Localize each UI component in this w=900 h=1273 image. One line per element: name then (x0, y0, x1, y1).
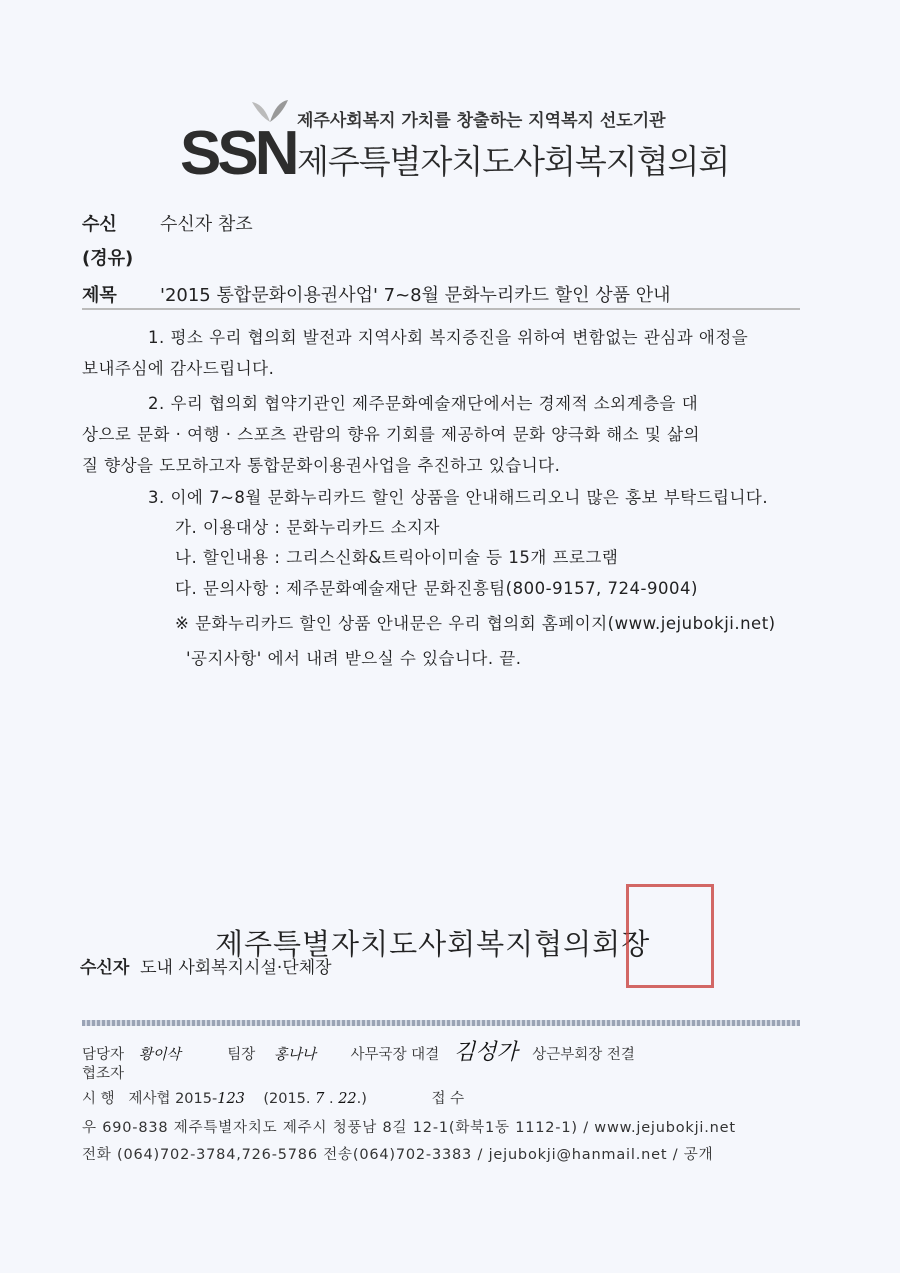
subject-row (82, 281, 671, 307)
ssn-logo: SSN (180, 119, 296, 188)
note: ※ 문화누리카드 할인 상품 안내문은 우리 협의회 홈페이지(www.jejubokji.net) (175, 614, 776, 633)
via-label: (경유) (82, 248, 134, 269)
receipt-label: 접 수 (431, 1091, 465, 1107)
item-target: 가. 이용대상 : 문화누리카드 소지자 (175, 518, 440, 537)
exec-date: (2015. (263, 1091, 311, 1107)
recipients-row (80, 953, 332, 978)
exec-date-end: .) (356, 1091, 367, 1107)
exec-day: 22 (338, 1091, 357, 1107)
staff-label: 담당자 (82, 1047, 125, 1063)
director-signature: 김성가 (453, 1040, 518, 1065)
recipients-value: 도내 사회복지시설·단체장 (140, 958, 332, 978)
paragraph-1-cont: 보내주심에 감사드립니다. (82, 359, 275, 378)
item-discount: 나. 할인내용 : 그리스신화&트릭아이미술 등 15개 프로그램 (175, 548, 619, 567)
exec-date-sep: . (328, 1091, 334, 1107)
recipient-label: 수신 (82, 214, 117, 235)
via-row (82, 244, 160, 270)
staff-signature: 황이삭 (138, 1047, 181, 1063)
approval-row (82, 1035, 635, 1066)
paragraph-2-cont: 질 향상을 도모하고자 통합문화이용권사업을 추진하고 있습니다. (82, 456, 561, 475)
paragraph-3: 3. 이에 7~8월 문화누리카드 할인 상품을 안내해드리오니 많은 홍보 부탁드립니다. (148, 488, 769, 507)
recipient-row (82, 210, 253, 236)
subject-value: '2015 통합문화이용권사업' 7~8월 문화누리카드 할인 상품 안내 (160, 285, 671, 306)
divider (82, 308, 800, 310)
exec-month: 7 (315, 1091, 325, 1107)
exec-label: 시 행 (82, 1091, 115, 1107)
vp-label: 상근부회장 전결 (532, 1047, 635, 1063)
exec-number: 제사협 2015- (128, 1091, 218, 1107)
organization-name: 제주특별자치도사회복지협의회 (297, 142, 730, 181)
item-inquiry: 다. 문의사항 : 제주문화예술재단 문화진흥팀(800-9157, 724-9004) (175, 579, 698, 598)
paragraph-1: 1. 평소 우리 협의회 발전과 지역사회 복지증진을 위하여 변함없는 관심과 애정을 (148, 328, 749, 347)
subject-label: 제목 (82, 285, 117, 306)
slogan: 제주사회복지 가치를 창출하는 지역복지 선도기관 (297, 111, 666, 131)
address: 우 690-838 제주특별자치도 제주시 청풍남 8길 12-1(화북1동 1112-1) / www.jejubokji.net (82, 1120, 736, 1136)
note-cont: '공지사항' 에서 내려 받으실 수 있습니다. 끝. (186, 649, 522, 668)
recipients-label: 수신자 (80, 958, 130, 978)
team-signature: 홍나나 (273, 1047, 316, 1063)
team-label: 팀장 (227, 1047, 256, 1063)
contact-info: 전화 (064)702-3784,726-5786 전송(064)702-3383 / jejubokji@hanmail.net / 공개 (82, 1147, 714, 1163)
recipient-value: 수신자 참조 (160, 214, 253, 235)
official-seal (626, 884, 714, 988)
execution-row (82, 1087, 464, 1108)
divider (82, 1020, 800, 1026)
paragraph-2: 2. 우리 협의회 협약기관인 제주문화예술재단에서는 경제적 소외계층을 대 (148, 394, 699, 413)
director-label: 사무국장 대결 (350, 1047, 440, 1063)
cooperator-label: 협조자 (82, 1066, 125, 1082)
paragraph-2-cont: 상으로 문화 · 여행 · 스포츠 관람의 향유 기회를 제공하여 문화 양극화 해소 및 삶의 (82, 425, 700, 444)
exec-number-handwritten: 123 (217, 1091, 245, 1107)
sender-signature: 제주특별자치도사회복지협의회장 (215, 927, 651, 961)
